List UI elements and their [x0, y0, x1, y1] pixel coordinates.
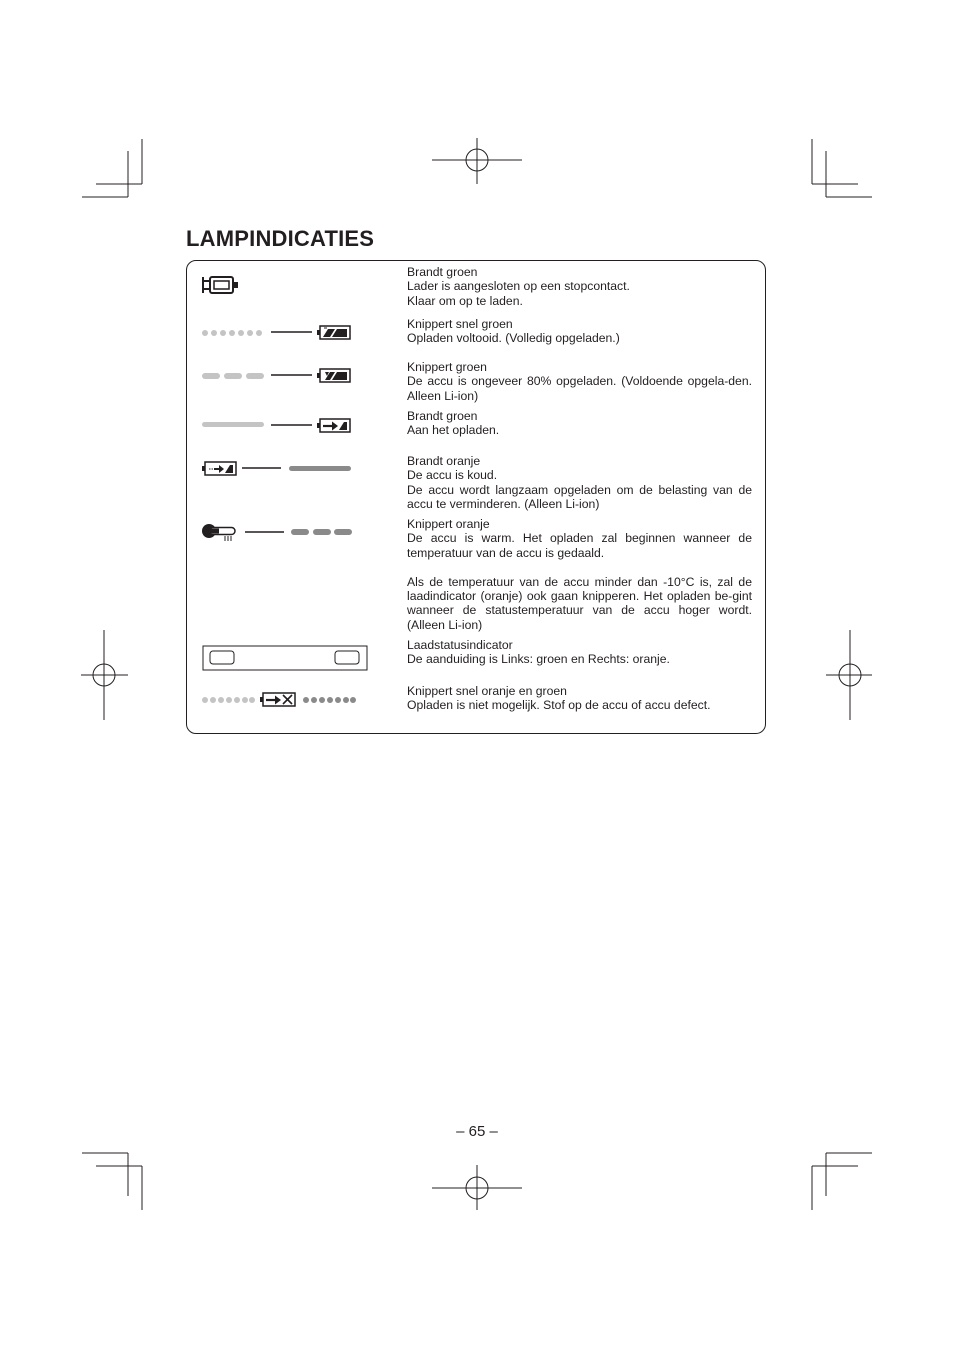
- registration-mark-left: [81, 630, 128, 720]
- registration-mark-right: [826, 630, 872, 720]
- indicator-description-cold: [407, 454, 752, 512]
- battery-cold-icon: [201, 459, 353, 479]
- indicator-text: De aanduiding is Links: groen en Rechts: oranje.: [407, 652, 670, 667]
- steady-orange-lamp: [289, 466, 351, 471]
- crop-mark-bottom-left: [82, 1153, 142, 1210]
- indicator-text: De accu is warm. Het opladen zal beginnen wanneer de temperatuur van de accu is gedaald.: [407, 531, 752, 560]
- registration-mark-top: [432, 138, 522, 184]
- registration-mark-bottom: [432, 1165, 522, 1210]
- crop-mark-bottom-right: [812, 1153, 872, 1210]
- indicator-state: Brandt groen: [407, 265, 478, 279]
- indicator-description-error: [407, 684, 752, 713]
- battery-80-icon: [201, 366, 353, 386]
- indicator-text: De accu is ongeveer 80% opgeladen. (Voldoende opgela-den. Alleen Li-ion): [407, 374, 752, 403]
- indicator-state: Knippert snel groen: [407, 317, 513, 331]
- indicator-note: Als de temperatuur van de accu minder dan -10°C is, zal de laadindicator (oranje) ook gaan knipperen. Het opladen be-gint wanneer de statustemperatuur van de accu hoger wordt. (Alleen Li-ion): [407, 574, 752, 632]
- crop-mark-top-left: [82, 139, 142, 197]
- fast-blink-green-lamp: [202, 697, 255, 703]
- indicator-text: De accu wordt langzaam opgeladen om de belasting van de accu te verminderen. (Alleen Li-ion): [407, 482, 752, 512]
- indicator-state: Brandt groen: [407, 409, 478, 423]
- indicator-description-status: [407, 638, 752, 667]
- fast-blink-green-lamp: [202, 330, 262, 336]
- indicator-description-full: [407, 317, 752, 346]
- section-title: LAMPINDICATIES: [186, 226, 375, 251]
- indicator-description-warm: [407, 517, 752, 632]
- indicator-description-charging: [407, 409, 752, 438]
- blink-green-lamp: [202, 373, 264, 379]
- status-indicator-icon: [202, 645, 370, 671]
- page-number: – 65 –: [456, 1123, 498, 1140]
- battery-full-icon: [201, 323, 353, 343]
- indicator-text: Aan het opladen.: [407, 423, 500, 438]
- blink-orange-lamp: [291, 529, 352, 535]
- fast-blink-orange-lamp: [303, 697, 356, 703]
- steady-green-lamp: [202, 422, 264, 427]
- crop-mark-top-right: [812, 139, 872, 197]
- indicator-state: Knippert oranje: [407, 517, 490, 531]
- indicator-text: Klaar om op te laden.: [407, 293, 523, 308]
- indicator-state: Laadstatusindicator: [407, 638, 513, 652]
- indicator-text: De accu is koud.: [407, 468, 498, 483]
- indicator-state: Knippert snel oranje en groen: [407, 684, 567, 698]
- thermometer-icon: [201, 521, 354, 543]
- indicator-text: Opladen voltooid. (Volledig opgeladen.): [407, 331, 620, 346]
- indicator-description-plug: [407, 265, 752, 308]
- indicator-description-80: [407, 360, 752, 403]
- indicator-text: Lader is aangesloten op een stopcontact.: [407, 279, 630, 294]
- indicator-state: Brandt oranje: [407, 454, 481, 468]
- indicator-state: Knippert groen: [407, 360, 487, 374]
- plug-icon: [201, 273, 241, 297]
- indicator-text: Opladen is niet mogelijk. Stof op de accu of accu defect.: [407, 698, 711, 713]
- battery-charging-icon: [201, 416, 353, 436]
- battery-error-icon: [201, 690, 357, 710]
